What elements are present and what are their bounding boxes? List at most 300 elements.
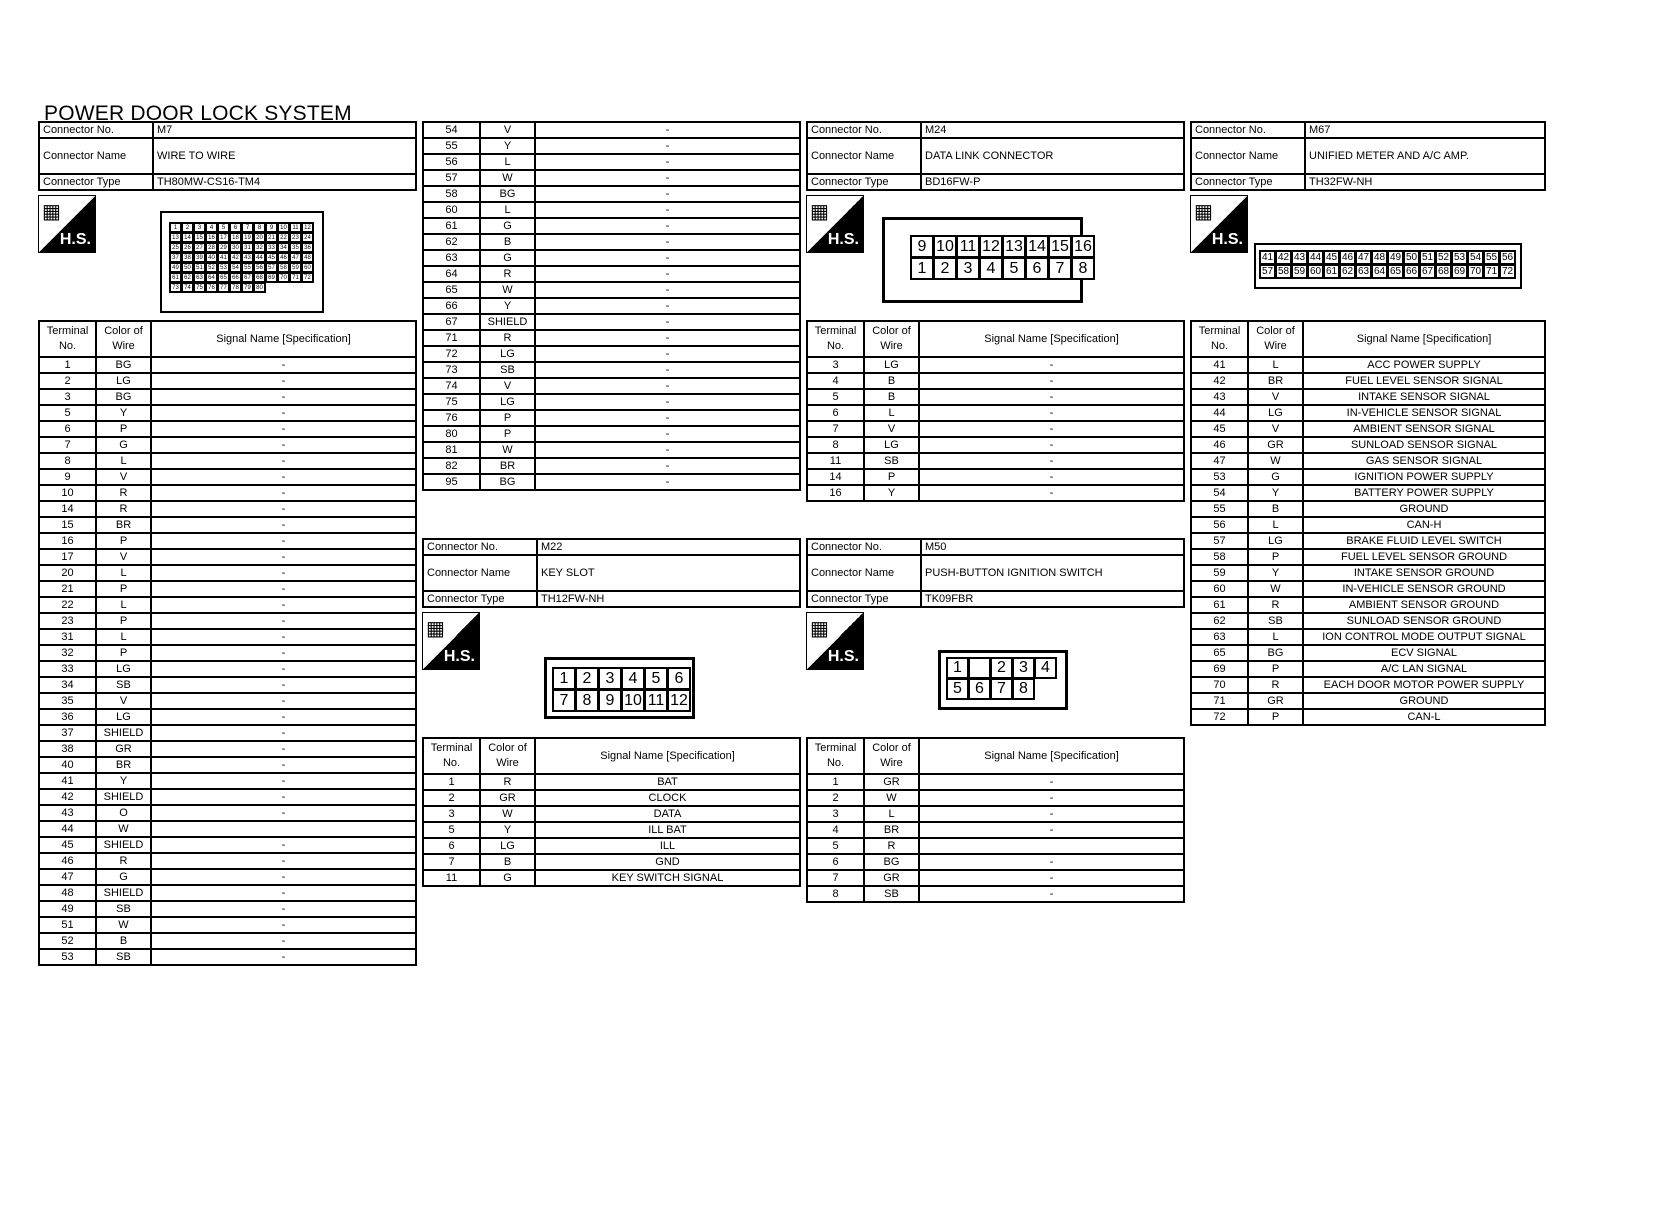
table-row: [39, 933, 416, 949]
terminal-cell: 5: [423, 822, 480, 838]
signal-name-header: Signal Name [Specification]: [535, 738, 800, 774]
wire-color-cell: L: [1248, 357, 1303, 373]
terminal-cell: 15: [39, 517, 96, 533]
terminal-cell: 21: [39, 581, 96, 597]
cavity: 2: [933, 257, 957, 280]
terminal-cell: 33: [39, 661, 96, 677]
terminal-cell: 71: [423, 330, 480, 346]
signal-name-cell: -: [919, 373, 1184, 389]
cavity: 1: [946, 657, 969, 679]
table-row: [807, 870, 1184, 886]
cavity: 5: [644, 667, 668, 690]
cavity: 6: [229, 222, 242, 233]
terminal-cell: 8: [39, 453, 96, 469]
table-row: [423, 474, 800, 490]
connector-no-value: M22: [537, 539, 800, 555]
wire-color-cell: G: [96, 437, 151, 453]
signal-name-cell: -: [151, 709, 416, 725]
signal-name-cell: GAS SENSOR SIGNAL: [1303, 453, 1545, 469]
wire-color-cell: R: [96, 501, 151, 517]
signal-name-cell: -: [151, 677, 416, 693]
signal-name-cell: -: [151, 837, 416, 853]
table-row: [1191, 661, 1545, 677]
wire-color-cell: G: [480, 218, 535, 234]
connector-name-label: Connector Name: [39, 138, 153, 174]
cavity: 11: [956, 235, 980, 258]
table-row: [423, 822, 800, 838]
terminal-cell: 53: [1191, 469, 1248, 485]
connector-no-label: Connector No.: [807, 539, 921, 555]
terminal-cell: 81: [423, 442, 480, 458]
wire-color-cell: P: [96, 645, 151, 661]
terminal-cell: 16: [39, 533, 96, 549]
signal-name-cell: -: [151, 581, 416, 597]
signal-name-cell: -: [151, 549, 416, 565]
wire-color-cell: Y: [1248, 485, 1303, 501]
wire-color-cell: GR: [480, 790, 535, 806]
table-row: [39, 549, 416, 565]
signal-name-cell: -: [919, 790, 1184, 806]
cavity: 57: [265, 262, 278, 273]
wire-color-cell: SB: [96, 901, 151, 917]
signal-name-cell: -: [535, 442, 800, 458]
table-row: [423, 870, 800, 886]
cavity: 44: [253, 252, 266, 263]
cavity: 18: [229, 232, 242, 243]
terminal-cell: 5: [807, 838, 864, 854]
signal-name-cell: -: [919, 437, 1184, 453]
terminal-cell: 10: [39, 485, 96, 501]
cavity: 45: [265, 252, 278, 263]
signal-name-cell: -: [151, 853, 416, 869]
signal-name-cell: -: [535, 346, 800, 362]
connector-info-m22: [422, 538, 801, 608]
table-row: [1191, 357, 1545, 373]
signal-name-cell: -: [919, 806, 1184, 822]
terminal-cell: 7: [423, 854, 480, 870]
cavity: 38: [181, 252, 194, 263]
terminal-cell: 23: [39, 613, 96, 629]
signal-name-cell: -: [151, 757, 416, 773]
terminal-cell: 54: [1191, 485, 1248, 501]
wire-color-cell: L: [480, 154, 535, 170]
signal-name-cell: -: [151, 917, 416, 933]
harness-side-badge: ▦ H.S.: [806, 195, 864, 253]
wire-color-cell: BR: [96, 757, 151, 773]
wire-color-cell: LG: [480, 346, 535, 362]
table-row: [423, 170, 800, 186]
wire-color-cell: R: [480, 266, 535, 282]
pin-table-m7-part1: [38, 320, 417, 966]
cavity: 1: [169, 222, 182, 233]
signal-name-cell: INTAKE SENSOR GROUND: [1303, 565, 1545, 581]
terminal-cell: 52: [39, 933, 96, 949]
wire-color-cell: W: [864, 790, 919, 806]
wire-color-cell: V: [96, 549, 151, 565]
table-row: [807, 838, 1184, 854]
terminal-cell: 56: [423, 154, 480, 170]
cavity: 28: [205, 242, 218, 253]
cavity: 2: [181, 222, 194, 233]
terminal-cell: 3: [39, 389, 96, 405]
terminal-cell: 43: [39, 805, 96, 821]
connector-name-label: Connector Name: [807, 138, 921, 174]
terminal-cell: 48: [39, 885, 96, 901]
signal-name-cell: FUEL LEVEL SENSOR SIGNAL: [1303, 373, 1545, 389]
signal-name-cell: IN-VEHICLE SENSOR SIGNAL: [1303, 405, 1545, 421]
table-row: [807, 421, 1184, 437]
wire-color-cell: V: [1248, 421, 1303, 437]
signal-name-cell: -: [535, 362, 800, 378]
cavity: 77: [217, 282, 230, 293]
cavity: 33: [265, 242, 278, 253]
cavity: 56: [253, 262, 266, 273]
wire-color-cell: W: [1248, 581, 1303, 597]
connector-name-value: KEY SLOT: [537, 555, 800, 591]
wire-color-cell: W: [480, 442, 535, 458]
cavity: 43: [1291, 250, 1308, 265]
signal-name-cell: -: [535, 234, 800, 250]
signal-name-cell: EACH DOOR MOTOR POWER SUPPLY: [1303, 677, 1545, 693]
terminal-cell: 72: [1191, 709, 1248, 725]
signal-name-cell: -: [919, 421, 1184, 437]
table-row: [1191, 485, 1545, 501]
wire-color-cell: P: [1248, 709, 1303, 725]
table-row: [39, 789, 416, 805]
terminal-cell: 41: [1191, 357, 1248, 373]
cavity: 4: [979, 257, 1003, 280]
terminal-cell: 36: [39, 709, 96, 725]
wire-color-cell: P: [96, 581, 151, 597]
cavity: 49: [1387, 250, 1404, 265]
table-row: [423, 362, 800, 378]
terminal-cell: 64: [423, 266, 480, 282]
cavity: 22: [277, 232, 290, 243]
connector-no-label: Connector No.: [423, 539, 537, 555]
connector-diagram-m24: [806, 195, 1185, 327]
signal-name-cell: DATA: [535, 806, 800, 822]
cavity: 43: [241, 252, 254, 263]
cavity: 40: [205, 252, 218, 263]
terminal-cell: 43: [1191, 389, 1248, 405]
cavity: 29: [217, 242, 230, 253]
terminal-cell: 9: [39, 469, 96, 485]
cavity: 6: [968, 678, 991, 700]
table-row: [1191, 421, 1545, 437]
connector-info-m24: [806, 121, 1185, 191]
signal-name-cell: CAN-H: [1303, 517, 1545, 533]
cavity-grid: [553, 668, 691, 712]
cavity: 79: [241, 282, 254, 293]
cavity: 7: [990, 678, 1013, 700]
table-row: [1191, 677, 1545, 693]
cavity: 4: [621, 667, 645, 690]
table-row: [423, 410, 800, 426]
signal-name-cell: -: [151, 661, 416, 677]
wire-color-cell: L: [96, 565, 151, 581]
signal-name-cell: -: [535, 250, 800, 266]
signal-name-cell: -: [151, 725, 416, 741]
cavity: 41: [1259, 250, 1276, 265]
terminal-cell: 76: [423, 410, 480, 426]
wire-color-cell: LG: [1248, 405, 1303, 421]
cavity: 76: [205, 282, 218, 293]
connector-name-value: WIRE TO WIRE: [153, 138, 416, 174]
connector-diagram-m50: [806, 612, 1185, 744]
table-row: [39, 885, 416, 901]
signal-name-cell: -: [535, 122, 800, 138]
wire-color-cell: Y: [480, 138, 535, 154]
table-row: [423, 458, 800, 474]
table-row: [423, 154, 800, 170]
table-row: [39, 453, 416, 469]
terminal-cell: 3: [807, 357, 864, 373]
terminal-cell: 34: [39, 677, 96, 693]
table-row: [423, 378, 800, 394]
table-row: [39, 565, 416, 581]
wire-color-cell: Y: [1248, 565, 1303, 581]
signal-name-cell: -: [535, 394, 800, 410]
table-row: [39, 901, 416, 917]
table-row: [1191, 565, 1545, 581]
terminal-cell: 47: [39, 869, 96, 885]
table-row: [39, 709, 416, 725]
terminal-cell: 1: [423, 774, 480, 790]
wire-color-cell: BR: [1248, 373, 1303, 389]
cavity: 65: [1387, 264, 1404, 279]
connector-shell-m22: [544, 657, 695, 719]
cavity: 71: [289, 272, 302, 283]
signal-name-cell: -: [535, 282, 800, 298]
wire-color-cell: G: [480, 870, 535, 886]
cavity-grid: [947, 658, 1057, 700]
terminal-cell: 41: [39, 773, 96, 789]
cavity: 12: [667, 689, 691, 712]
table-row: [1191, 389, 1545, 405]
table-row: [1191, 533, 1545, 549]
cavity: 26: [181, 242, 194, 253]
cavity: 48: [301, 252, 314, 263]
table-row: [39, 869, 416, 885]
wire-color-header: Color of Wire: [864, 738, 919, 774]
table-row: [1191, 581, 1545, 597]
table-row: [807, 822, 1184, 838]
cavity: 7: [241, 222, 254, 233]
signal-name-cell: ECV SIGNAL: [1303, 645, 1545, 661]
terminal-cell: 46: [39, 853, 96, 869]
wire-color-cell: B: [480, 854, 535, 870]
terminal-cell: 60: [1191, 581, 1248, 597]
cavity: 61: [169, 272, 182, 283]
table-row: [1191, 469, 1545, 485]
terminal-cell: 6: [39, 421, 96, 437]
connector-type-label: Connector Type: [39, 174, 153, 190]
wire-color-cell: LG: [864, 357, 919, 373]
cavity: 60: [301, 262, 314, 273]
terminal-no-header: Terminal No.: [807, 738, 864, 774]
cavity: 47: [1355, 250, 1372, 265]
cavity: 48: [1371, 250, 1388, 265]
wire-color-cell: W: [96, 917, 151, 933]
cavity: 56: [1499, 250, 1516, 265]
wire-color-cell: LG: [480, 838, 535, 854]
cavity: 51: [1419, 250, 1436, 265]
terminal-cell: 65: [1191, 645, 1248, 661]
terminal-cell: 6: [807, 854, 864, 870]
table-row: [423, 282, 800, 298]
cavity: 16: [205, 232, 218, 243]
cavity: 52: [1435, 250, 1452, 265]
cavity: 69: [265, 272, 278, 283]
connector-no-value: M50: [921, 539, 1184, 555]
table-row: [423, 774, 800, 790]
terminal-cell: 54: [423, 122, 480, 138]
cavity: 57: [1259, 264, 1276, 279]
cavity: 3: [598, 667, 622, 690]
cavity: 69: [1451, 264, 1468, 279]
wire-color-cell: LG: [96, 373, 151, 389]
table-row: [39, 773, 416, 789]
terminal-cell: 4: [807, 822, 864, 838]
terminal-cell: 16: [807, 485, 864, 501]
cavity: 49: [169, 262, 182, 273]
wire-color-cell: SHIELD: [96, 725, 151, 741]
table-row: [807, 453, 1184, 469]
wire-color-cell: L: [480, 202, 535, 218]
signal-name-cell: -: [535, 266, 800, 282]
wire-color-cell: GR: [1248, 693, 1303, 709]
connector-info-m67: [1190, 121, 1546, 191]
wire-color-cell: GR: [96, 741, 151, 757]
wire-color-cell: R: [1248, 677, 1303, 693]
wire-color-cell: W: [1248, 453, 1303, 469]
cavity: 73: [169, 282, 182, 293]
cavity: 7: [1048, 257, 1072, 280]
cavity: 3: [1012, 657, 1035, 679]
wire-color-cell: B: [1248, 501, 1303, 517]
terminal-cell: 3: [423, 806, 480, 822]
terminal-cell: 35: [39, 693, 96, 709]
wire-color-cell: Y: [480, 298, 535, 314]
connector-type-value: TH12FW-NH: [537, 591, 800, 607]
signal-name-cell: BATTERY POWER SUPPLY: [1303, 485, 1545, 501]
cavity: 46: [1339, 250, 1356, 265]
connector-name-label: Connector Name: [1191, 138, 1305, 174]
cavity: 6: [1025, 257, 1049, 280]
wire-color-cell: SHIELD: [96, 885, 151, 901]
wire-color-cell: BG: [480, 474, 535, 490]
cavity: 14: [181, 232, 194, 243]
cavity: 68: [1435, 264, 1452, 279]
terminal-cell: 66: [423, 298, 480, 314]
terminal-cell: 40: [39, 757, 96, 773]
table-row: [39, 725, 416, 741]
cavity: 14: [1025, 235, 1049, 258]
terminal-cell: 31: [39, 629, 96, 645]
signal-name-cell: -: [535, 314, 800, 330]
connector-icon: ▦: [426, 618, 445, 640]
signal-name-cell: -: [919, 822, 1184, 838]
table-row: [39, 853, 416, 869]
table-row: [807, 886, 1184, 902]
table-row: [39, 629, 416, 645]
table-row: [423, 298, 800, 314]
connector-name-label: Connector Name: [423, 555, 537, 591]
terminal-cell: 45: [39, 837, 96, 853]
wire-color-cell: BR: [864, 822, 919, 838]
cavity: 51: [193, 262, 206, 273]
signal-name-cell: ILL BAT: [535, 822, 800, 838]
cavity: 10: [621, 689, 645, 712]
cavity: 19: [241, 232, 254, 243]
wire-color-cell: Y: [480, 822, 535, 838]
signal-name-cell: -: [535, 426, 800, 442]
wire-color-cell: BG: [864, 854, 919, 870]
table-row: [1191, 373, 1545, 389]
cavity: 53: [217, 262, 230, 273]
signal-name-cell: -: [151, 949, 416, 965]
wire-color-cell: V: [1248, 389, 1303, 405]
terminal-cell: 62: [1191, 613, 1248, 629]
connector-icon: ▦: [810, 201, 829, 223]
signal-name-cell: -: [151, 933, 416, 949]
cavity: 6: [667, 667, 691, 690]
table-row: [807, 389, 1184, 405]
terminal-cell: 5: [807, 389, 864, 405]
table-row: [39, 661, 416, 677]
cavity: 4: [1034, 657, 1057, 679]
cavity: 68: [253, 272, 266, 283]
page-title: POWER DOOR LOCK SYSTEM: [44, 102, 352, 125]
cavity: 44: [1307, 250, 1324, 265]
signal-name-cell: BRAKE FLUID LEVEL SWITCH: [1303, 533, 1545, 549]
signal-name-cell: ILL: [535, 838, 800, 854]
terminal-cell: 11: [423, 870, 480, 886]
cavity: 39: [193, 252, 206, 263]
cavity: 42: [1275, 250, 1292, 265]
table-row: [1191, 693, 1545, 709]
terminal-cell: 51: [39, 917, 96, 933]
wire-color-cell: LG: [480, 394, 535, 410]
cavity: 74: [181, 282, 194, 293]
table-row: [39, 741, 416, 757]
signal-name-cell: -: [151, 805, 416, 821]
terminal-cell: 71: [1191, 693, 1248, 709]
table-row: [39, 837, 416, 853]
terminal-cell: 69: [1191, 661, 1248, 677]
wire-color-cell: P: [96, 613, 151, 629]
cavity: 9: [598, 689, 622, 712]
cavity: 58: [1275, 264, 1292, 279]
cavity: 72: [1499, 264, 1516, 279]
wire-color-cell: LG: [1248, 533, 1303, 549]
cavity: 35: [289, 242, 302, 253]
cavity: 55: [241, 262, 254, 273]
wire-color-cell: W: [480, 806, 535, 822]
signal-name-cell: FUEL LEVEL SENSOR GROUND: [1303, 549, 1545, 565]
signal-name-cell: GROUND: [1303, 501, 1545, 517]
wire-color-cell: V: [480, 378, 535, 394]
table-row: [39, 485, 416, 501]
cavity: 21: [265, 232, 278, 243]
table-row: [39, 533, 416, 549]
cavity: 63: [193, 272, 206, 283]
signal-name-cell: -: [151, 901, 416, 917]
connector-name-value: PUSH-BUTTON IGNITION SWITCH: [921, 555, 1184, 591]
cavity: 11: [289, 222, 302, 233]
cavity: 25: [169, 242, 182, 253]
wire-color-cell: LG: [96, 709, 151, 725]
